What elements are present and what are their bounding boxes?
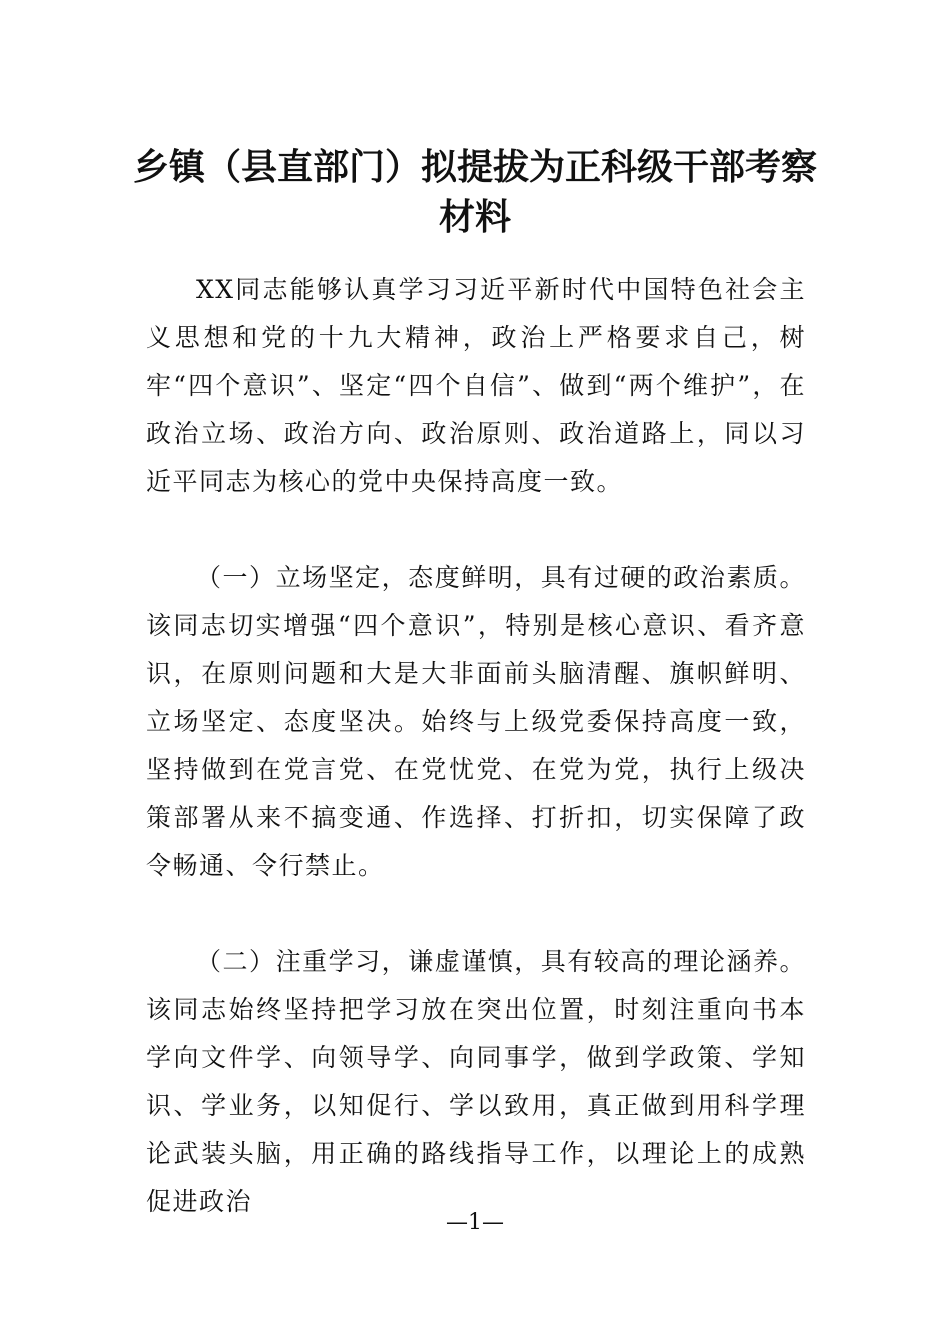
page-number: —1— bbox=[446, 1210, 504, 1235]
document-title: 乡镇（县直部门）拟提拔为正科级干部考察材料 bbox=[132, 146, 817, 239]
paragraph-intro: XX同志能够认真学习习近平新时代中国特色社会主义思想和党的十九大精神，政治上严格要求自己，树牢“四个意识”、坚定“四个自信”、做到“两个维护”，在政治立场、政治方向、政治原则、政治道路上，同以习近平同志为核心的党中央保持高度一致。 bbox=[146, 275, 806, 496]
paragraph-section-2: （二）注重学习，谦虚谨慎，具有较高的理论涵养。该同志始终坚持把学习放在突出位置，时刻注重向书本学向文件学、向领导学、向同事学，做到学政策、学知识、学业务，以知促行、学以致用，真正做到用科学理论武装头脑，用正确的路线指导工作，以理论上的成熟促进政治 bbox=[146, 947, 806, 1216]
paragraph-section-1: （一）立场坚定，态度鲜明，具有过硬的政治素质。该同志切实增强“四个意识”，特别是核心意识、看齐意识，在原则问题和大是大非面前头脑清醒、旗帜鲜明、立场坚定、态度坚决。始终与上级党委保持高度一致，坚持做到在党言党、在党忧党、在党为党，执行上级决策部署从来不搞变通、作选择、打折扣，切实保障了政令畅通、令行禁止。 bbox=[146, 563, 806, 880]
